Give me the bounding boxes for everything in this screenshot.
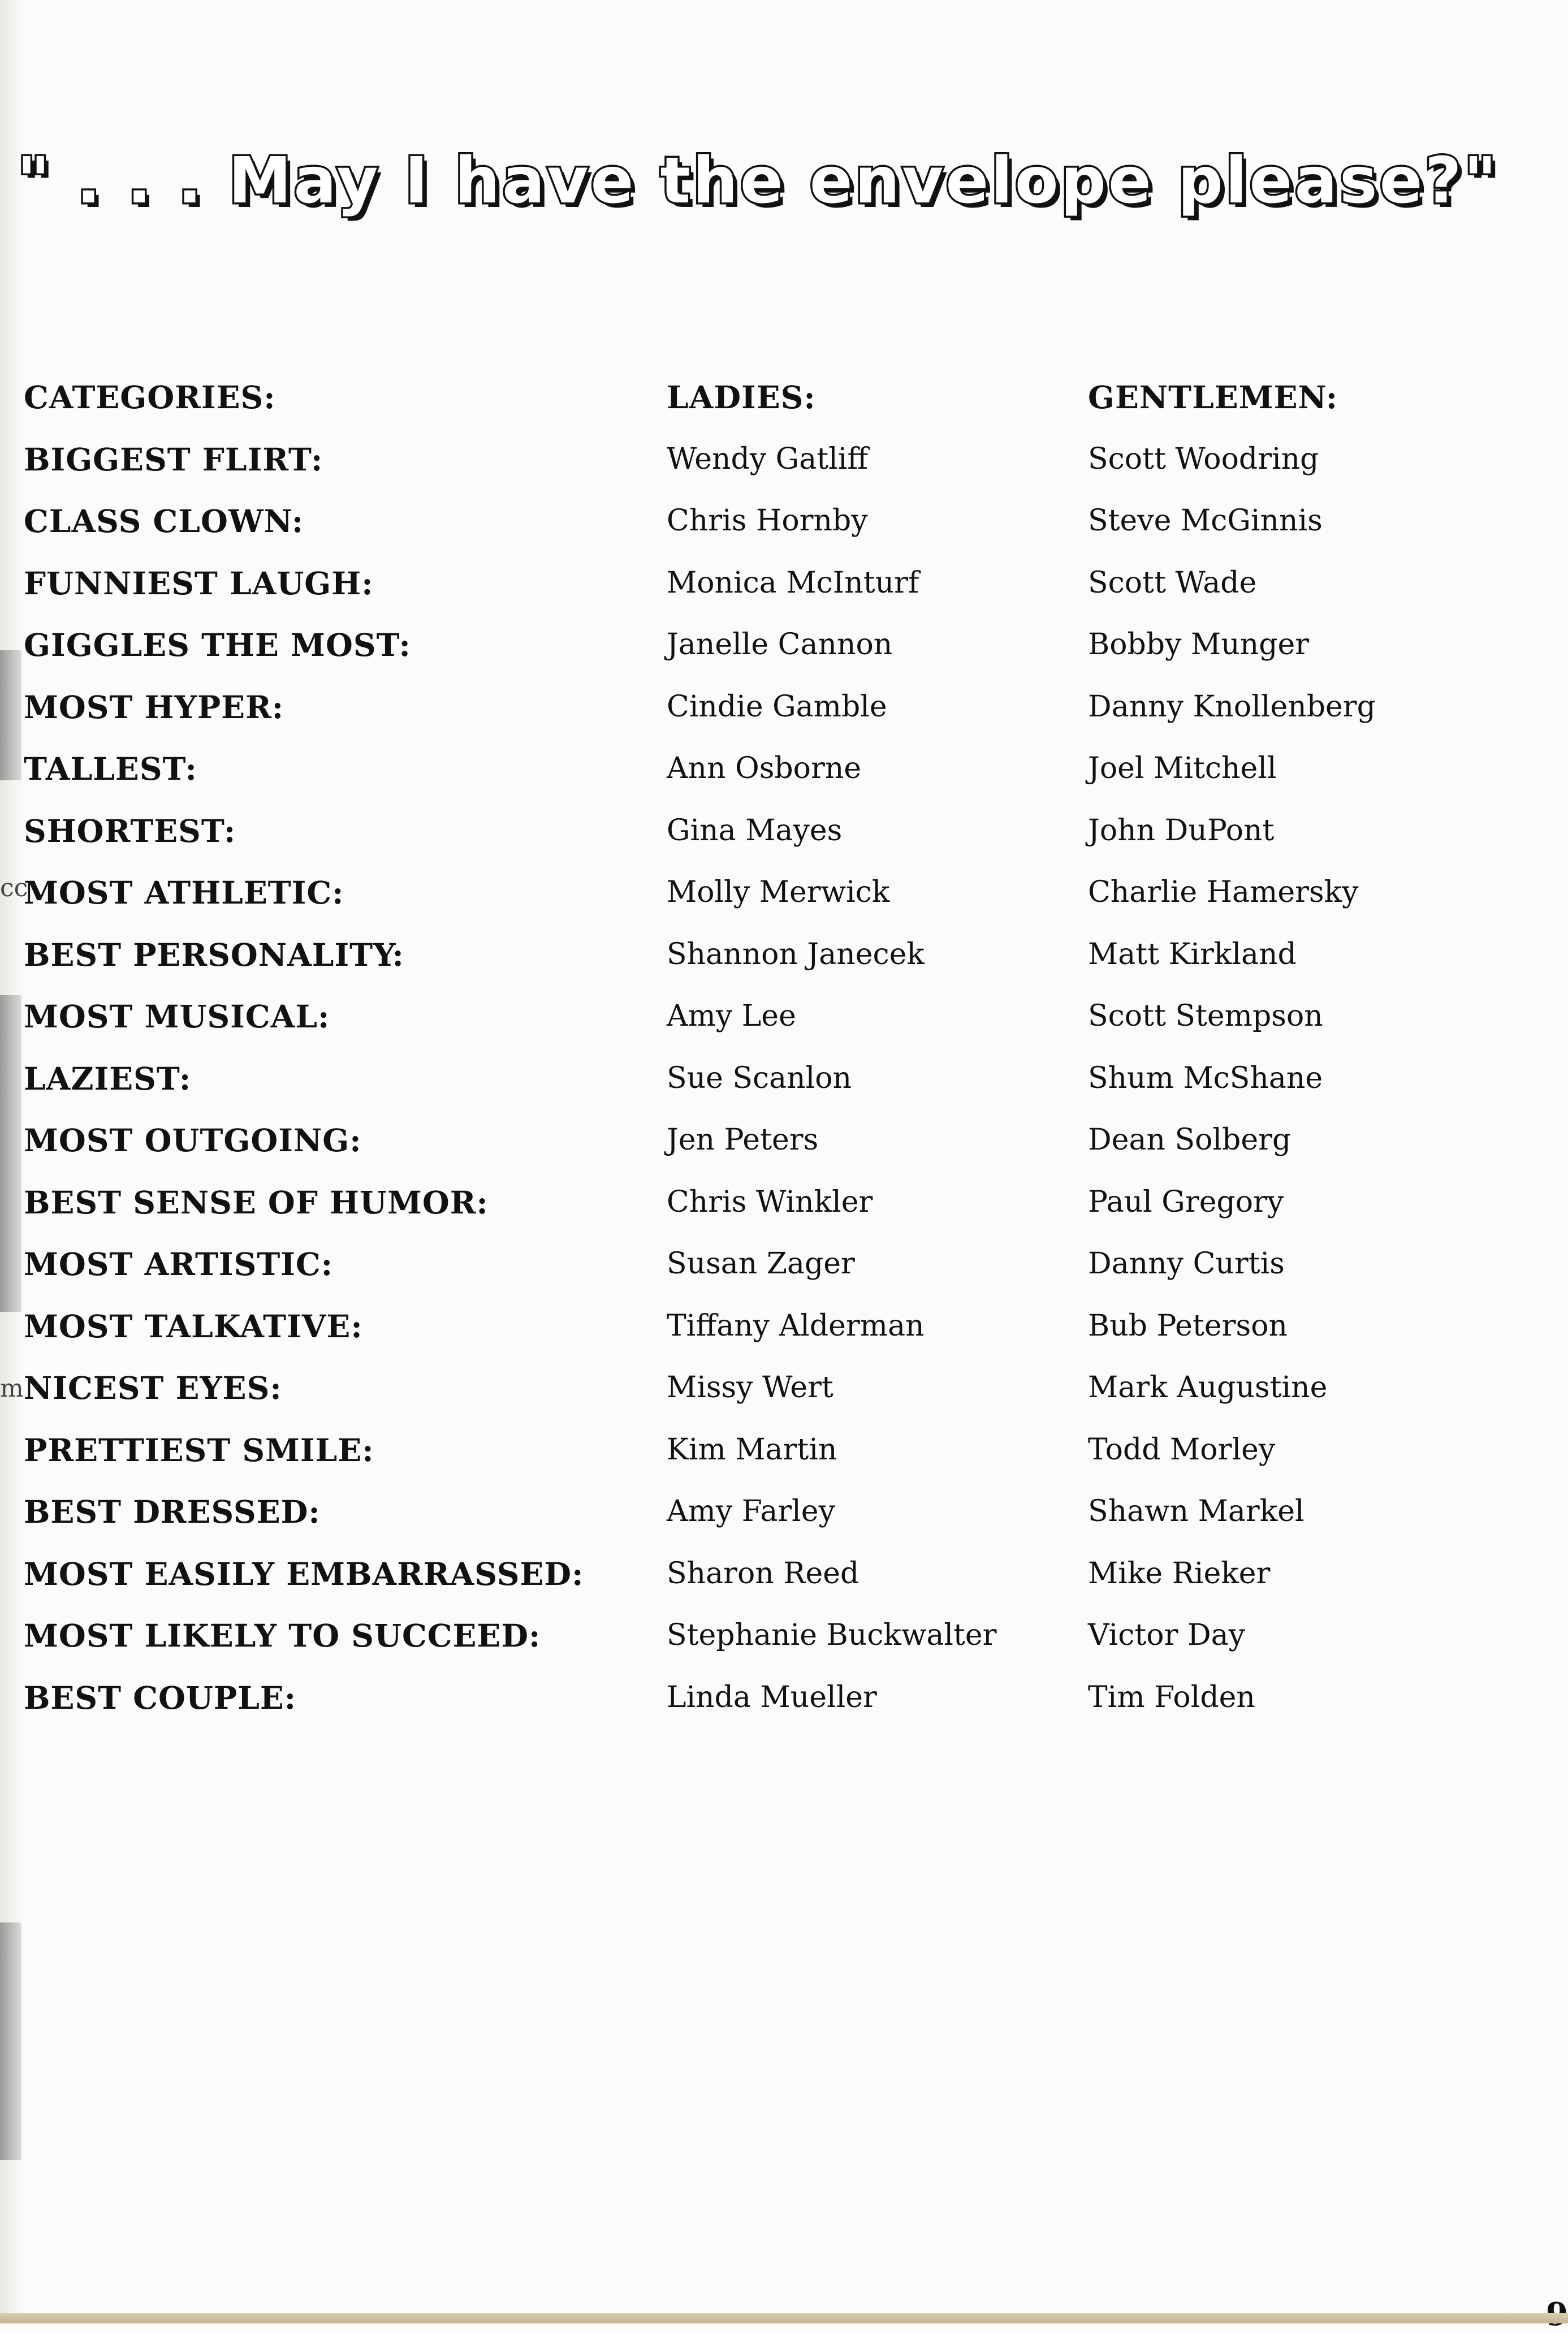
table-row: [24, 1357, 1494, 1419]
category-cell: BIGGEST FLIRT:: [24, 440, 323, 478]
table-row: [24, 800, 1494, 862]
category-cell: TALLEST:: [24, 750, 197, 787]
table-row: [24, 1048, 1494, 1110]
previous-page-photo-fragment: [0, 650, 21, 780]
lady-name-cell: Janelle Cannon: [667, 628, 893, 662]
superlatives-table: [24, 366, 1494, 1729]
table-row: [24, 924, 1494, 986]
margin-text-fragment: m: [0, 1374, 24, 1403]
gentleman-name-cell: Bub Peterson: [1088, 1308, 1288, 1343]
lady-name-cell: Cindie Gamble: [667, 689, 887, 724]
margin-text-fragment: cc: [0, 874, 28, 902]
gentleman-name-cell: Bobby Munger: [1088, 628, 1310, 662]
lady-name-cell: Wendy Gatliff: [667, 442, 869, 476]
lady-name-cell: Molly Merwick: [667, 875, 890, 909]
table-row: [24, 1667, 1494, 1729]
gentleman-name-cell: Paul Gregory: [1088, 1185, 1284, 1219]
gentleman-name-cell: Victor Day: [1088, 1618, 1246, 1652]
gentleman-name-cell: Tim Folden: [1088, 1680, 1255, 1714]
column-header-gentlemen: GENTLEMEN:: [1088, 379, 1338, 416]
table-body: [24, 429, 1494, 1729]
lady-name-cell: Shannon Janecek: [667, 937, 925, 971]
category-cell: LAZIEST:: [24, 1060, 192, 1097]
lady-name-cell: Susan Zager: [667, 1247, 855, 1281]
gentleman-name-cell: Scott Stempson: [1088, 999, 1323, 1033]
lady-name-cell: Jen Peters: [667, 1123, 819, 1157]
lady-name-cell: Amy Lee: [667, 999, 796, 1033]
category-cell: MOST ARTISTIC:: [24, 1246, 334, 1282]
table-row: [24, 1419, 1494, 1481]
gentleman-name-cell: Joel Mitchell: [1088, 751, 1277, 785]
lady-name-cell: Sharon Reed: [667, 1556, 859, 1591]
category-cell: GIGGLES THE MOST:: [24, 627, 411, 663]
category-cell: BEST COUPLE:: [24, 1679, 297, 1716]
page-title: " . . . May I have the envelope please?": [17, 144, 1499, 218]
gentleman-name-cell: Danny Knollenberg: [1088, 689, 1376, 724]
table-row: [24, 1543, 1494, 1605]
lady-name-cell: Linda Mueller: [667, 1680, 877, 1714]
gentleman-name-cell: Steve McGinnis: [1088, 504, 1323, 538]
previous-page-photo-fragment: [0, 995, 21, 1312]
category-cell: MOST EASILY EMBARRASSED:: [24, 1555, 584, 1592]
gentleman-name-cell: Mike Rieker: [1088, 1556, 1271, 1591]
table-row: [24, 1481, 1494, 1543]
category-cell: MOST OUTGOING:: [24, 1122, 362, 1159]
table-row: [24, 429, 1494, 491]
gentleman-name-cell: Danny Curtis: [1088, 1247, 1285, 1281]
lady-name-cell: Kim Martin: [667, 1432, 837, 1467]
lady-name-cell: Sue Scanlon: [667, 1061, 852, 1095]
table-row: [24, 1109, 1494, 1172]
lady-name-cell: Chris Hornby: [667, 504, 868, 538]
column-header-ladies: LADIES:: [667, 379, 816, 416]
table-row: [24, 1233, 1494, 1295]
gentleman-name-cell: Shawn Markel: [1088, 1494, 1304, 1528]
table-row: [24, 986, 1494, 1048]
category-cell: MOST ATHLETIC:: [24, 874, 344, 911]
gentleman-name-cell: Matt Kirkland: [1088, 937, 1297, 971]
lady-name-cell: Amy Farley: [667, 1494, 835, 1528]
table-header-row: [24, 366, 1494, 429]
gentleman-name-cell: Charlie Hamersky: [1088, 875, 1359, 909]
category-cell: MOST HYPER:: [24, 688, 284, 725]
table-row: [24, 490, 1494, 552]
category-cell: CLASS CLOWN:: [24, 503, 304, 539]
gentleman-name-cell: Mark Augustine: [1088, 1371, 1328, 1405]
category-cell: PRETTIEST SMILE:: [24, 1431, 374, 1468]
table-row: [24, 1172, 1494, 1234]
page-bottom-edge: [0, 2313, 1568, 2323]
lady-name-cell: Tiffany Alderman: [667, 1308, 925, 1343]
table-row: [24, 552, 1494, 615]
table-row: [24, 1295, 1494, 1358]
gentleman-name-cell: Scott Wade: [1088, 565, 1257, 600]
table-row: [24, 862, 1494, 924]
lady-name-cell: Gina Mayes: [667, 813, 843, 848]
category-cell: BEST PERSONALITY:: [24, 936, 404, 973]
category-cell: FUNNIEST LAUGH:: [24, 564, 374, 602]
lady-name-cell: Ann Osborne: [667, 751, 862, 785]
table-row: [24, 1605, 1494, 1667]
lady-name-cell: Stephanie Buckwalter: [667, 1618, 997, 1652]
previous-page-photo-fragment: [0, 1922, 21, 2160]
gentleman-name-cell: John DuPont: [1088, 813, 1275, 848]
category-cell: MOST LIKELY TO SUCCEED:: [24, 1617, 541, 1654]
table-row: [24, 676, 1494, 738]
category-cell: BEST DRESSED:: [24, 1493, 321, 1530]
category-cell: BEST SENSE OF HUMOR:: [24, 1183, 489, 1221]
table-row: [24, 614, 1494, 676]
category-cell: MOST TALKATIVE:: [24, 1307, 363, 1345]
category-cell: MOST MUSICAL:: [24, 998, 330, 1035]
category-cell: NICEST EYES:: [24, 1369, 282, 1406]
gentleman-name-cell: Shum McShane: [1088, 1061, 1323, 1095]
lady-name-cell: Monica McInturf: [667, 565, 919, 600]
column-header-categories: CATEGORIES:: [24, 379, 276, 416]
category-cell: SHORTEST:: [24, 812, 236, 849]
lady-name-cell: Chris Winkler: [667, 1185, 873, 1219]
gentleman-name-cell: Scott Woodring: [1088, 442, 1319, 476]
lady-name-cell: Missy Wert: [667, 1371, 833, 1405]
gentleman-name-cell: Todd Morley: [1088, 1432, 1276, 1467]
table-row: [24, 738, 1494, 800]
gentleman-name-cell: Dean Solberg: [1088, 1123, 1291, 1157]
